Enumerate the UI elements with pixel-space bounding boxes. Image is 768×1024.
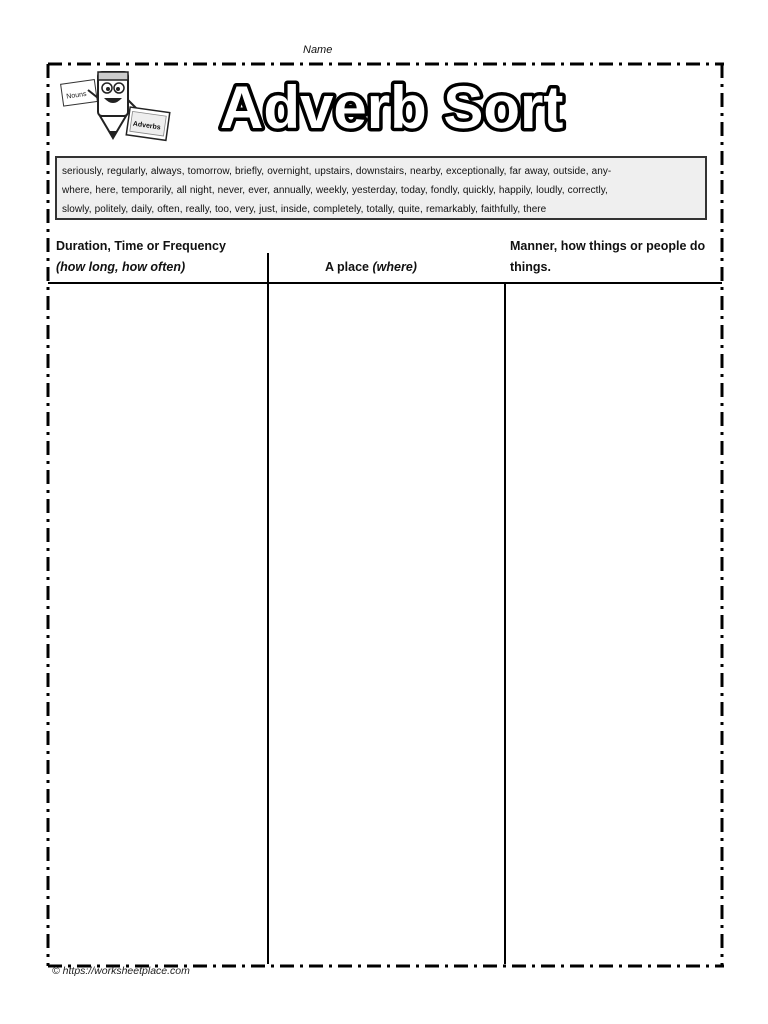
word-bank-line: where, here, temporarily, all night, never, ever, annually, weekly, yesterday, today, fondly, quickly, happily, loudly, correctly, — [62, 185, 608, 196]
column-header-manner-sub: things. — [510, 260, 551, 274]
footer-credit: © https://worksheetplace.com — [52, 965, 190, 977]
column-header-manner — [510, 236, 722, 278]
pencil-mascot-icon — [60, 68, 172, 150]
column-header-place-title: A place — [325, 260, 373, 274]
word-bank-line: slowly, politely, daily, often, really, too, very, just, inside, completely, totally, quite, remarkably, faithfully, there — [62, 204, 547, 215]
column-header-duration-sub: (how long, how often) — [56, 260, 186, 274]
page-title: Adverb Sort — [220, 74, 564, 141]
logo-card-text: Nouns — [65, 90, 87, 101]
column-header-duration-title: Duration, Time or Frequency — [56, 239, 226, 253]
page-title-wrap — [218, 72, 588, 142]
column-header-manner-title: Manner, how things or people do — [510, 239, 706, 253]
name-label: Name — [303, 44, 333, 56]
logo-sign-text: Adverbs — [132, 120, 162, 132]
column-header-duration — [56, 236, 226, 278]
word-bank-line: seriously, regularly, always, tomorrow, briefly, overnight, upstairs, downstairs, nearby, exceptionally, far away, outside, any- — [62, 166, 612, 177]
column-header-place — [325, 257, 417, 278]
word-bank — [55, 156, 707, 220]
column-header-place-sub: (where) — [372, 260, 417, 274]
